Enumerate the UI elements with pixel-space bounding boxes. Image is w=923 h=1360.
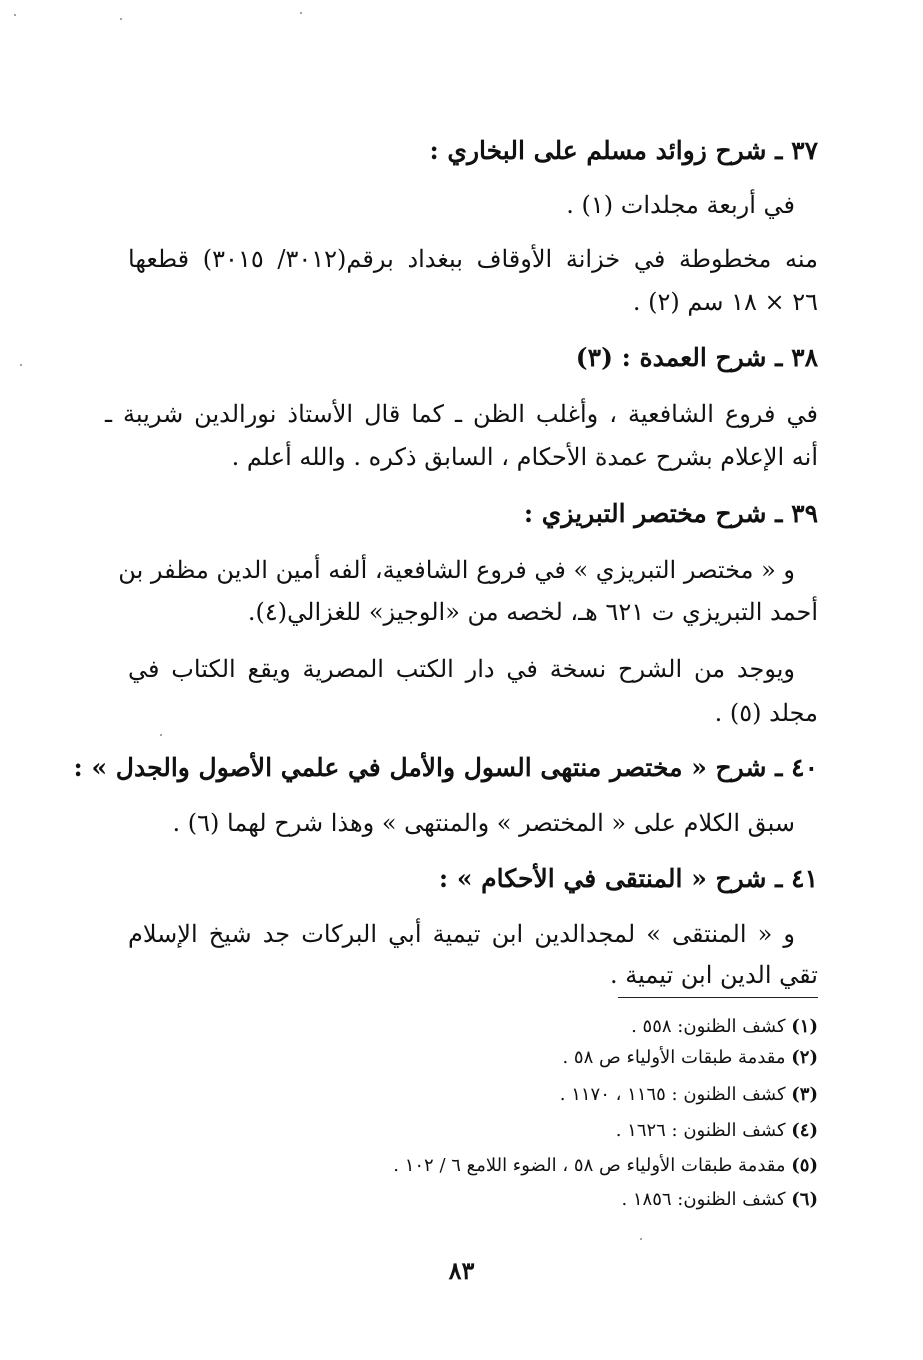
footnote-number: (٦): [791, 1189, 818, 1210]
entry-39-line-3: ويوجد من الشرح نسخة في دار الكتب المصرية ويقع الكتاب في: [128, 655, 795, 683]
footnote-number: (١): [791, 1016, 818, 1037]
scan-speck: [640, 1238, 642, 1240]
entry-40-line-1: سبق الكلام على « المختصر » والمنتهى » وهذا شرح لهما (٦) .: [172, 809, 795, 837]
entry-39-line-2: أحمد التبريزي ت ٦٢١ هـ، لخصه من «الوجيز» للغزالي(٤).: [247, 598, 818, 626]
entry-41-line-2: تقي الدين ابن تيمية .: [609, 961, 818, 989]
footnote-3: [560, 1082, 818, 1108]
entry-heading-41: ٤١ ـ شرح « المنتقى في الأحكام » :: [438, 864, 818, 893]
entry-37-line-2: منه مخطوطة في خزانة الأوقاف ببغداد برقم(٣٠١٢/ ٣٠١٥) قطعها: [128, 245, 819, 273]
page-number: ٨٣: [448, 1256, 475, 1285]
footnote-text: كشف الظنون : ١٦٢٦ .: [615, 1120, 786, 1141]
footnote-text: كشف الظنون : ١١٦٥ ، ١١٧٠ .: [559, 1084, 786, 1105]
footnote-number: (٢): [791, 1047, 818, 1068]
entry-heading-40: ٤٠ ـ شرح « مختصر منتهى السول والأمل في علمي الأصول والجدل » :: [73, 753, 818, 782]
entry-heading-37: ٣٧ ـ شرح زوائد مسلم على البخاري :: [429, 136, 818, 165]
footnote-number: (٤): [791, 1120, 818, 1141]
entry-37-line-1: في أربعة مجلدات (١) .: [566, 191, 795, 219]
scan-speck: [300, 12, 302, 14]
footnote-2: [562, 1045, 818, 1071]
footnote-text: مقدمة طبقات الأولياء ص ٥٨ .: [562, 1047, 786, 1068]
footnote-text: كشف الظنون: ٥٥٨ .: [631, 1016, 786, 1037]
scan-speck: [120, 18, 122, 20]
footnote-separator: [618, 997, 818, 998]
entry-38-line-1: في فروع الشافعية ، وأغلب الظن ـ كما قال الأستاذ نورالدين شريبة ـ: [105, 400, 818, 428]
entry-39-line-4: مجلد (٥) .: [714, 699, 818, 727]
footnote-text: كشف الظنون: ١٨٥٦ .: [621, 1189, 786, 1210]
entry-38-line-2: أنه الإعلام بشرح عمدة الأحكام ، السابق ذكره . والله أعلم .: [231, 443, 818, 471]
scan-speck: [20, 364, 22, 366]
footnote-1: [631, 1014, 818, 1040]
footnote-4: [616, 1118, 818, 1144]
footnote-text: مقدمة طبقات الأولياء ص ٥٨ ، الضوء اللامع ٦ / ١٠٢ .: [393, 1155, 786, 1176]
entry-heading-38: ٣٨ ـ شرح العمدة : (٣): [575, 343, 818, 372]
scan-speck: [14, 14, 16, 16]
entry-39-line-1: و « مختصر التبريزي » في فروع الشافعية، ألفه أمين الدين مظفر بن: [118, 556, 795, 584]
footnote-6: [621, 1187, 818, 1213]
entry-41-line-1: و « المنتقى » لمجدالدين ابن تيمية أبي البركات جد شيخ الإسلام: [128, 920, 795, 948]
scan-speck: [160, 734, 162, 736]
footnote-number: (٥): [791, 1155, 818, 1176]
entry-heading-39: ٣٩ ـ شرح مختصر التبريزي :: [523, 499, 818, 528]
entry-37-line-3: ٢٦ × ١٨ سم (٢) .: [632, 288, 818, 316]
footnote-5: [393, 1153, 818, 1179]
footnote-number: (٣): [791, 1084, 818, 1105]
